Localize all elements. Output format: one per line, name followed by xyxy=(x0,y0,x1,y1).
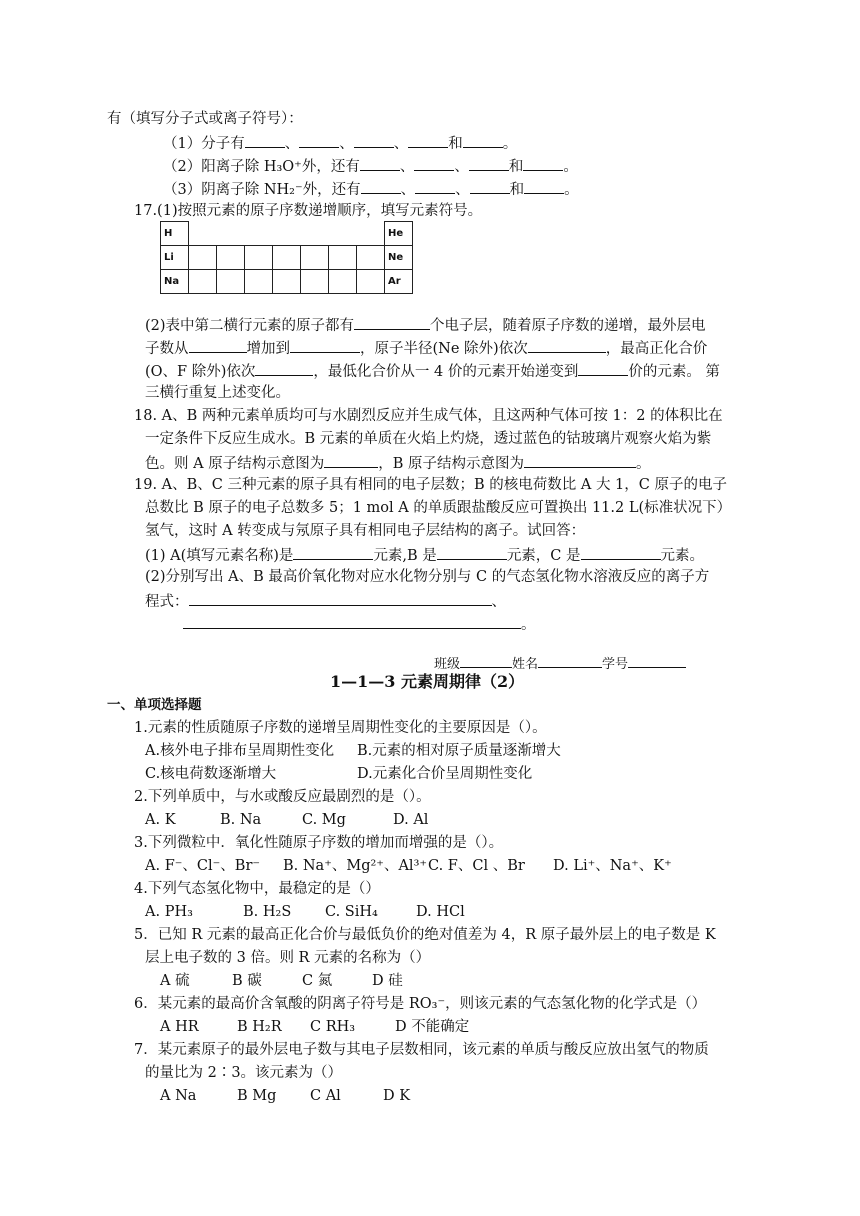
mc-q6-option-c: C RH₃ xyxy=(310,1019,356,1035)
q16-part1: （1）分子有 、 、 、 和 。 xyxy=(163,133,517,153)
mc-q7-option-c: C Al xyxy=(310,1088,341,1104)
student-info-line: 班级 姓名 学号 xyxy=(434,653,686,674)
mc-q2-option-c: C. Mg xyxy=(302,812,346,828)
q16-part2: （2）阳离子除 H₃O⁺外，还有 、 、 和 。 xyxy=(163,156,578,176)
mc-q7-line2: 的量比为 2∶3。该元素为（） xyxy=(145,1065,343,1081)
mc-q6-option-a: A HR xyxy=(160,1019,199,1035)
q19-line1: 19. A、B、C 三种元素的原子具有相同的电子层数；B 的核电荷数比 A 大 1，C 原子的电子 xyxy=(134,477,727,493)
q17-line5: 三横行重复上述变化。 xyxy=(145,385,290,401)
mc-q5-option-d: D 硅 xyxy=(372,973,403,989)
mc-q1-option-b: B.元素的相对原子质量逐渐增大 xyxy=(357,743,561,759)
q16-part3: （3）阴离子除 NH₂⁻外，还有 、 、 和 。 xyxy=(163,179,579,199)
mc-q7-line1: 7．某元素原子的最外层电子数与其电子层数相同，该元素的单质与酸反应放出氢气的物质 xyxy=(134,1042,709,1058)
q19-line5: (2)分别写出 A、B 最高价氧化物对应水化物分别与 C 的气态氢化物水溶液反应的离子方 xyxy=(145,569,710,585)
q16-intro: 有（填写分子式或离子符号）： xyxy=(107,111,303,127)
mc-q4-option-a: A. PH₃ xyxy=(145,904,193,920)
q19-line7: 。 xyxy=(183,614,536,634)
mc-q3-option-d: D. Li⁺、Na⁺、K⁺ xyxy=(553,858,672,874)
cell-h: H xyxy=(161,222,189,246)
mc-q2-option-a: A. K xyxy=(145,812,176,828)
mc-q7-option-d: D K xyxy=(383,1088,411,1104)
mc-q6: 6．某元素的最高价含氧酸的阴离子符号是 RO₃⁻，则该元素的气态氢化物的化学式是（） xyxy=(134,996,707,1012)
q19-line2: 总数比 B 原子的电子总数多 5；1 mol A 的单质跟盐酸反应可置换出 11.2 L(标准状况下） xyxy=(145,500,732,516)
q17-line3: 子数从 增加到 ，原子半径(Ne 除外)依次 ，最高正化合价 xyxy=(145,338,707,358)
periodic-table-blank xyxy=(160,221,413,294)
cell-na: Na xyxy=(161,270,189,294)
mc-q3-option-a: A. F⁻、Cl⁻、Br⁻ xyxy=(145,858,261,874)
q18-line2: 一定条件下反应生成水。B 元素的单质在火焰上灼烧，透过蓝色的钴玻璃片观察火焰为紫 xyxy=(145,431,712,447)
q18-line3: 色。则 A 原子结构示意图为 ，B 原子结构示意图为 。 xyxy=(145,453,650,473)
mc-q1: 1.元素的性质随原子序数的递增呈周期性变化的主要原因是（）。 xyxy=(134,720,547,736)
section-heading: 一、单项选择题 xyxy=(107,697,202,713)
mc-q2-option-b: B. Na xyxy=(220,812,262,828)
mc-q6-option-b: B H₂R xyxy=(237,1019,282,1035)
mc-q4-option-d: D. HCl xyxy=(416,904,465,920)
mc-q1-option-c: C.核电荷数逐渐增大 xyxy=(145,766,277,782)
mc-q1-option-d: D.元素化合价呈周期性变化 xyxy=(357,766,533,782)
section-title: 1—1—3 元素周期律（2） xyxy=(330,672,525,691)
mc-q5-line1: 5．已知 R 元素的最高正化合价与最低负价的绝对值差为 4，R 原子最外层上的电子数是 K xyxy=(134,927,716,943)
cell-he: He xyxy=(385,222,413,246)
mc-q5-option-c: C 氮 xyxy=(302,973,333,989)
q19-line3: 氢气，这时 A 转变成与氖原子具有相同电子层结构的离子。试回答： xyxy=(145,523,586,539)
mc-q3-option-c: C. F、Cl 、Br xyxy=(428,858,525,874)
mc-q5-line2: 层上电子数的 3 倍。则 R 元素的名称为（） xyxy=(145,950,431,966)
mc-q7-option-b: B Mg xyxy=(237,1088,277,1104)
mc-q1-option-a: A.核外电子排布呈周期性变化 xyxy=(145,743,335,759)
cell-ne: Ne xyxy=(385,246,413,270)
mc-q4-option-c: C. SiH₄ xyxy=(325,904,378,920)
q17-line1: 17.(1)按照元素的原子序数递增顺序，填写元素符号。 xyxy=(134,203,483,219)
mc-q2-option-d: D. Al xyxy=(393,812,429,828)
mc-q4: 4.下列气态氢化物中，最稳定的是（） xyxy=(134,881,380,897)
q17-line4: (O、F 除外)依次 ，最低化合价从一 4 价的元素开始递变到 价的元素。 第 xyxy=(145,361,720,381)
mc-q6-option-d: D 不能确定 xyxy=(395,1019,470,1035)
mc-q4-option-b: B. H₂S xyxy=(243,904,292,920)
q19-line6: 程式： 、 xyxy=(145,591,506,611)
q18-line1: 18. A、B 两种元素单质均可与水剧烈反应并生成气体，且这两种气体可按 1：2 的体积比在 xyxy=(134,408,723,424)
mc-q2: 2.下列单质中，与水或酸反应最剧烈的是（）。 xyxy=(134,789,431,805)
q17-line2: (2)表中第二横行元素的原子都有 个电子层，随着原子序数的递增，最外层电 xyxy=(145,315,706,335)
mc-q5-option-a: A 硫 xyxy=(160,973,190,989)
mc-q3: 3.下列微粒中．氧化性随原子序数的增加而增强的是（）。 xyxy=(134,835,504,851)
mc-q5-option-b: B 碳 xyxy=(232,973,262,989)
cell-li: Li xyxy=(161,246,189,270)
mc-q7-option-a: A Na xyxy=(160,1088,197,1104)
cell-ar: Ar xyxy=(385,270,413,294)
q19-line4: (1) A(填写元素名称)是 元素,B 是 元素，C 是 元素。 xyxy=(145,545,704,565)
mc-q3-option-b: B. Na⁺、Mg²⁺、Al³⁺ xyxy=(283,858,428,874)
